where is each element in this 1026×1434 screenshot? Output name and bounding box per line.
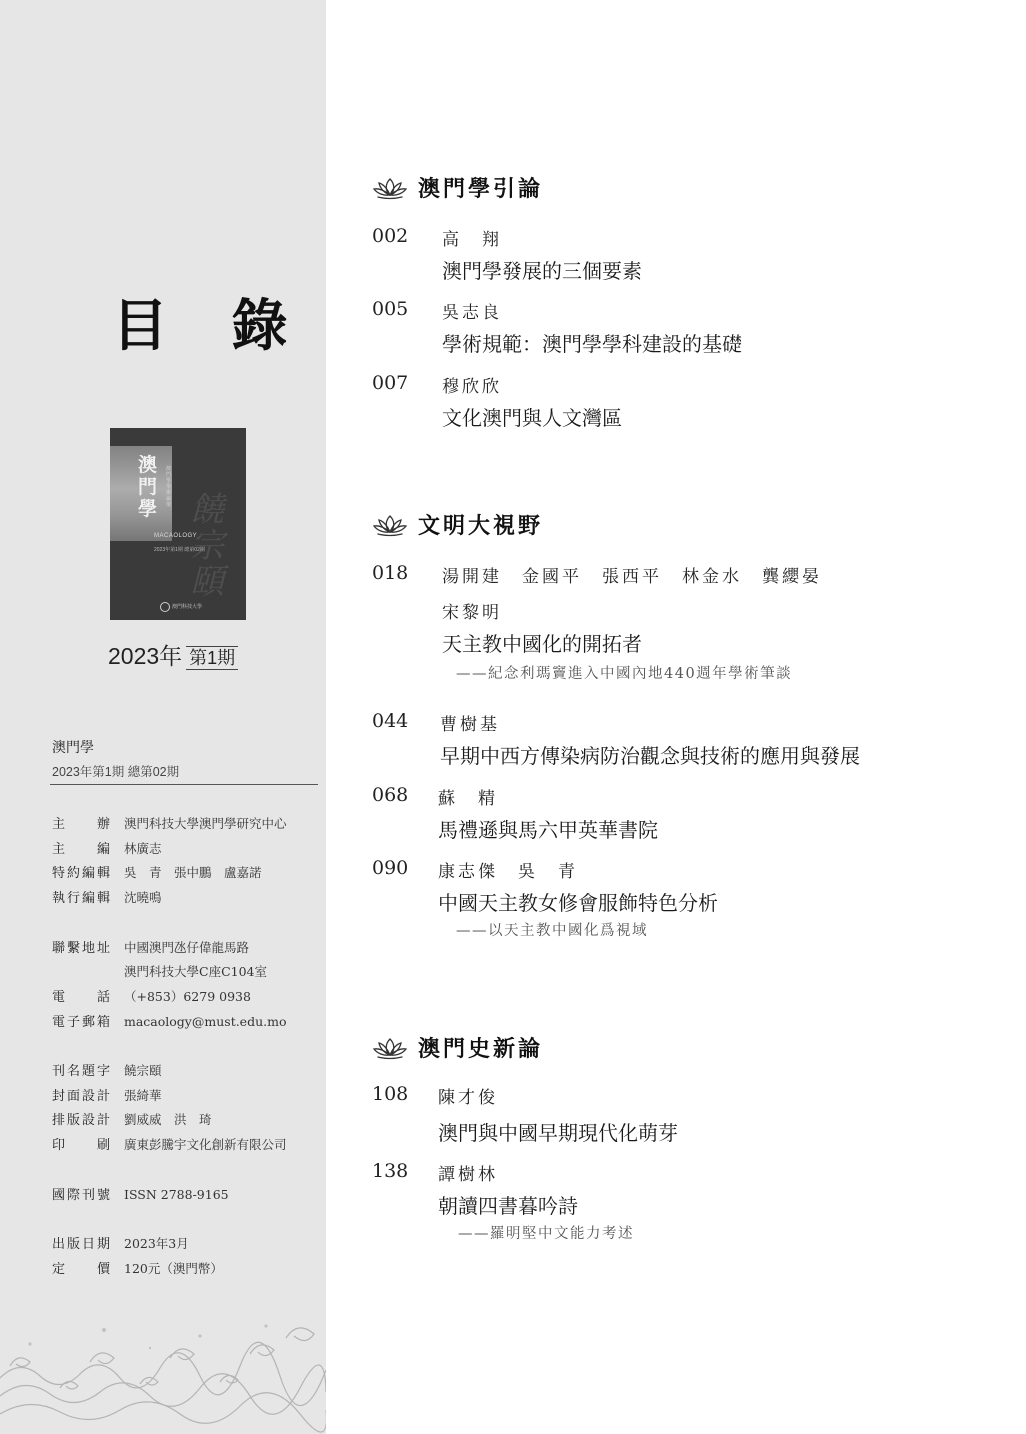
cover-calligraphy: 饒宗頤	[190, 490, 224, 602]
credit-row	[52, 837, 320, 862]
divider	[50, 784, 318, 785]
article-title[interactable]: 早期中西方傳染病防治觀念與技術的應用與發展	[440, 744, 860, 768]
wave-ornament-icon	[0, 1318, 326, 1434]
credit-value: 林廣志	[124, 840, 162, 856]
page-number: 090	[372, 857, 409, 879]
article-title[interactable]: 文化澳門與人文灣區	[442, 406, 622, 430]
credit-row	[52, 1108, 320, 1133]
credit-label: 特約編輯	[52, 865, 110, 881]
section-header	[372, 509, 543, 540]
article-subtitle: ——紀念利瑪竇進入中國內地440週年學術筆談	[456, 666, 793, 682]
credit-spacer	[52, 1034, 320, 1059]
credit-row	[52, 960, 320, 985]
section-title: 文明大視野	[418, 513, 544, 539]
page-number: 007	[372, 372, 409, 394]
article-title[interactable]: 朝讀四書暮吟詩	[438, 1194, 578, 1218]
author-names: 宋黎明	[442, 603, 502, 623]
page-number: 138	[372, 1160, 409, 1182]
lotus-icon	[372, 513, 408, 537]
credit-label	[52, 960, 110, 985]
credit-spacer	[52, 911, 320, 936]
author-names: 吳志良	[442, 303, 502, 323]
credit-row	[52, 1183, 320, 1208]
credit-row	[52, 1084, 320, 1109]
page-number: 018	[372, 562, 409, 584]
page-number: 005	[372, 298, 409, 320]
issue-year: 2023年	[108, 643, 183, 669]
author-names: 陳才俊	[438, 1088, 498, 1108]
author-names: 高 翔	[442, 230, 502, 250]
credit-row	[52, 936, 320, 961]
author-names: 康志傑 吳 青	[438, 862, 578, 882]
credit-value: 澳門科技大學澳門學研究中心	[124, 816, 287, 831]
article-title[interactable]: 天主教中國化的開拓者	[442, 632, 642, 656]
credit-label: 封面設計	[52, 1087, 110, 1103]
credit-spacer	[52, 1207, 320, 1232]
credit-value: 吳 青 張中鵬 盧嘉諾	[124, 865, 262, 881]
credit-row	[52, 1010, 320, 1035]
credit-label: 出版日期	[52, 1235, 110, 1251]
credit-value: 沈曉鳴	[124, 890, 162, 906]
article-title[interactable]: 澳門學發展的三個要素	[442, 259, 642, 283]
page-number: 068	[372, 784, 409, 806]
author-names: 蘇 精	[438, 789, 498, 809]
credits-list	[52, 812, 320, 1281]
cover-subtitle: 澳門學學術論壇	[166, 466, 172, 508]
credit-label: 排版設計	[52, 1112, 110, 1128]
cover-university: 澳門科技大學	[172, 604, 203, 610]
author-names: 穆欣欣	[442, 377, 502, 397]
credit-row	[52, 1059, 320, 1084]
lotus-icon	[372, 1036, 408, 1060]
credit-label: 定價	[52, 1260, 110, 1276]
section-title: 澳門學引論	[418, 176, 544, 202]
credit-row	[52, 1133, 320, 1158]
credit-value: 120元（澳門幣）	[124, 1260, 223, 1276]
journal-cover-image	[110, 428, 246, 620]
credit-value: 饒宗頤	[124, 1063, 162, 1078]
credit-label: 主辦	[52, 816, 110, 831]
article-title[interactable]: 澳門與中國早期現代化萌芽	[438, 1121, 678, 1145]
credit-value: 2023年3月	[124, 1235, 189, 1251]
credit-row	[52, 861, 320, 886]
toc-title: 目 錄	[112, 293, 310, 359]
magazine-issue-line: 2023年第1期 總第02期	[52, 765, 180, 779]
article-title[interactable]: 馬禮遜與馬六甲英華書院	[438, 818, 658, 842]
credit-label: 刊名題字	[52, 1063, 110, 1078]
lotus-icon	[372, 176, 408, 200]
author-names: 譚樹林	[438, 1165, 498, 1185]
university-logo-icon	[160, 602, 170, 612]
page-number: 002	[372, 225, 409, 247]
article-subtitle: ——以天主教中國化爲視域	[456, 923, 648, 939]
credit-row	[52, 812, 320, 837]
credit-row	[52, 1232, 320, 1257]
credit-label: 印刷	[52, 1137, 110, 1153]
section-title: 澳門史新論	[418, 1036, 544, 1062]
issue-number: 第1期	[186, 646, 238, 670]
credit-label: 聯繫地址	[52, 939, 110, 955]
credit-value: macaology@must.edu.mo	[124, 1013, 287, 1029]
author-names: 湯開建 金國平 張西平 林金水 龔纓晏	[442, 567, 822, 587]
credit-value: （+853）6279 0938	[124, 988, 251, 1004]
credit-value: 澳門科技大學C座C104室	[124, 964, 267, 980]
issue-label	[108, 638, 238, 671]
cover-title: 澳門學	[138, 454, 158, 520]
section-header	[372, 1032, 543, 1063]
sidebar	[0, 0, 326, 1434]
author-names: 曹樹基	[440, 715, 500, 735]
page-number: 044	[372, 710, 409, 732]
credit-row	[52, 886, 320, 911]
credit-value: 中國澳門氹仔偉龍馬路	[124, 939, 250, 955]
cover-english-title: MACAOLOGY	[154, 533, 198, 539]
magazine-name: 澳門學	[52, 739, 94, 755]
credit-value: 張綺華	[124, 1087, 162, 1103]
article-title[interactable]: 中國天主教女修會服飾特色分析	[438, 891, 718, 915]
credit-label: 電子郵箱	[52, 1013, 110, 1029]
credit-value: ISSN 2788-9165	[124, 1186, 229, 1202]
credit-row	[52, 985, 320, 1010]
article-title[interactable]: 學術規範：澳門學學科建設的基礎	[442, 332, 742, 356]
credit-spacer	[52, 1158, 320, 1183]
credit-value: 廣東彭騰宇文化創新有限公司	[124, 1137, 287, 1153]
credit-label: 主編	[52, 840, 110, 856]
credit-label: 執行編輯	[52, 890, 110, 906]
credit-row	[52, 1257, 320, 1282]
page-number: 108	[372, 1083, 409, 1105]
credit-value: 劉威威 洪 琦	[124, 1112, 212, 1128]
section-header	[372, 172, 543, 203]
credit-label: 國際刊號	[52, 1186, 110, 1202]
article-subtitle: ——羅明堅中文能力考述	[458, 1226, 634, 1242]
cover-issue-text: 2023年第1期 總第02期	[154, 547, 205, 553]
credit-label: 電話	[52, 988, 110, 1004]
